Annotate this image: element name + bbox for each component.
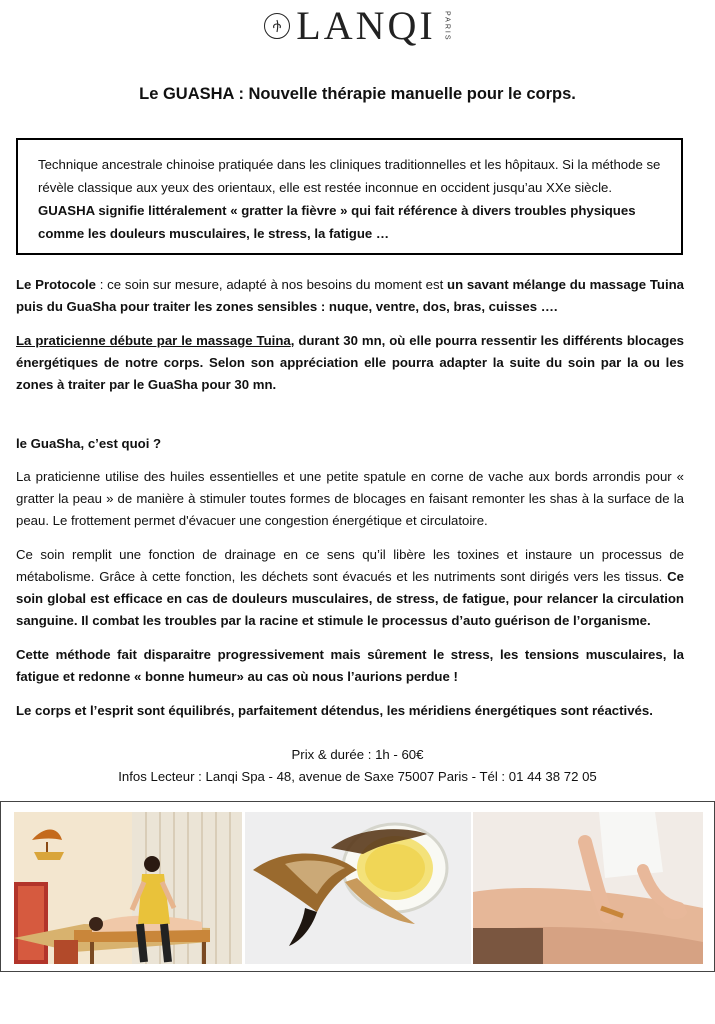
photo-back-treatment — [473, 812, 703, 964]
intro-text: Technique ancestrale chinoise pratiquée dans les cliniques traditionnelles et les hôpitaux. Si la méthode se révèle classique aux yeux des orientaux, elle est restée inconnue en occident jusqu’au XXe siècle. — [38, 157, 661, 195]
protocol-paragraph — [16, 274, 684, 318]
drainage-paragraph — [16, 544, 684, 632]
drainage-bold-text: Ce soin global est efficace en cas de douleurs musculaires, de stress, de fatigue, pour relancer la circulation sanguine. Il combat les troubles par la racine et stimule le processus d’auto guérison de l’organisme. — [16, 569, 684, 628]
practitioner-paragraph — [16, 330, 684, 396]
lotus-emblem-icon — [264, 13, 290, 39]
photo-guasha-tools — [245, 812, 471, 964]
brand-logo — [0, 0, 715, 52]
intro-bold-text: GUASHA signifie littéralement « gratter la fièvre » qui fait référence à divers troubles physiques comme les douleurs musculaires, le stress, la fatigue … — [38, 203, 636, 241]
oils-paragraph: La praticienne utilise des huiles essentielles et une petite spatule en corne de vache aux bords arrondis pour « gratter la peau » de manière à stimuler toutes formes de blocages en faisant remonter les shas à la surface de la peau. Le frottement permet d'évacuer une congestion énergétique et circulatoire. — [16, 469, 684, 528]
price-contact — [0, 744, 715, 788]
protocol-bold-text: un savant mélange du massage Tuina puis du GuaSha pour traiter les zones sensibles : nuque, ventre, dos, bras, cuisses …. — [16, 277, 685, 314]
practitioner-text: , durant 30 mn, où elle pourra ressentir les différents blocages énergétiques de notre corps. Selon son appréciation elle pourra adapter la suite du soin par la ou les zones à traiter par le GuaSha pour 30 mn. — [16, 333, 684, 392]
brand-name: LANQI — [296, 3, 436, 48]
protocol-label: Le Protocole — [16, 277, 96, 292]
page-title: Le GUASHA : Nouvelle thérapie manuelle pour le corps. — [139, 85, 576, 103]
intro-box — [16, 138, 683, 255]
price-duration: Prix & durée : 1h - 60€ — [291, 747, 424, 762]
drainage-text: Ce soin remplit une fonction de drainage en ce sens qu’il libère les toxines et instaure un processus de métabolisme. Grâce à cette fonction, les déchets sont évacués et les nutriments sont dirigés vers les tissus. — [16, 547, 684, 584]
section-heading: le GuaSha, c’est quoi ? — [16, 436, 162, 451]
brand-city: PARIS — [443, 10, 451, 42]
practitioner-underlined: La praticienne débute par le massage Tuina — [16, 333, 291, 348]
method-paragraph: Cette méthode fait disparaitre progressivement mais sûrement le stress, les tensions musculaires, la fatigue et redonne « bonne humeur» au cas où nous l’aurions perdue ! — [16, 647, 684, 684]
photo-spa-room — [14, 812, 242, 964]
main-content — [16, 274, 684, 722]
protocol-text: : ce soin sur mesure, adapté à nos besoins du moment est — [95, 277, 448, 292]
contact-info: Infos Lecteur : Lanqi Spa - 48, avenue de Saxe 75007 Paris - Tél : 01 44 38 72 05 — [118, 769, 597, 784]
balance-paragraph: Le corps et l’esprit sont équilibrés, parfaitement détendus, les méridiens énergétiques sont réactivés. — [16, 703, 653, 718]
photo-strip — [0, 801, 715, 972]
